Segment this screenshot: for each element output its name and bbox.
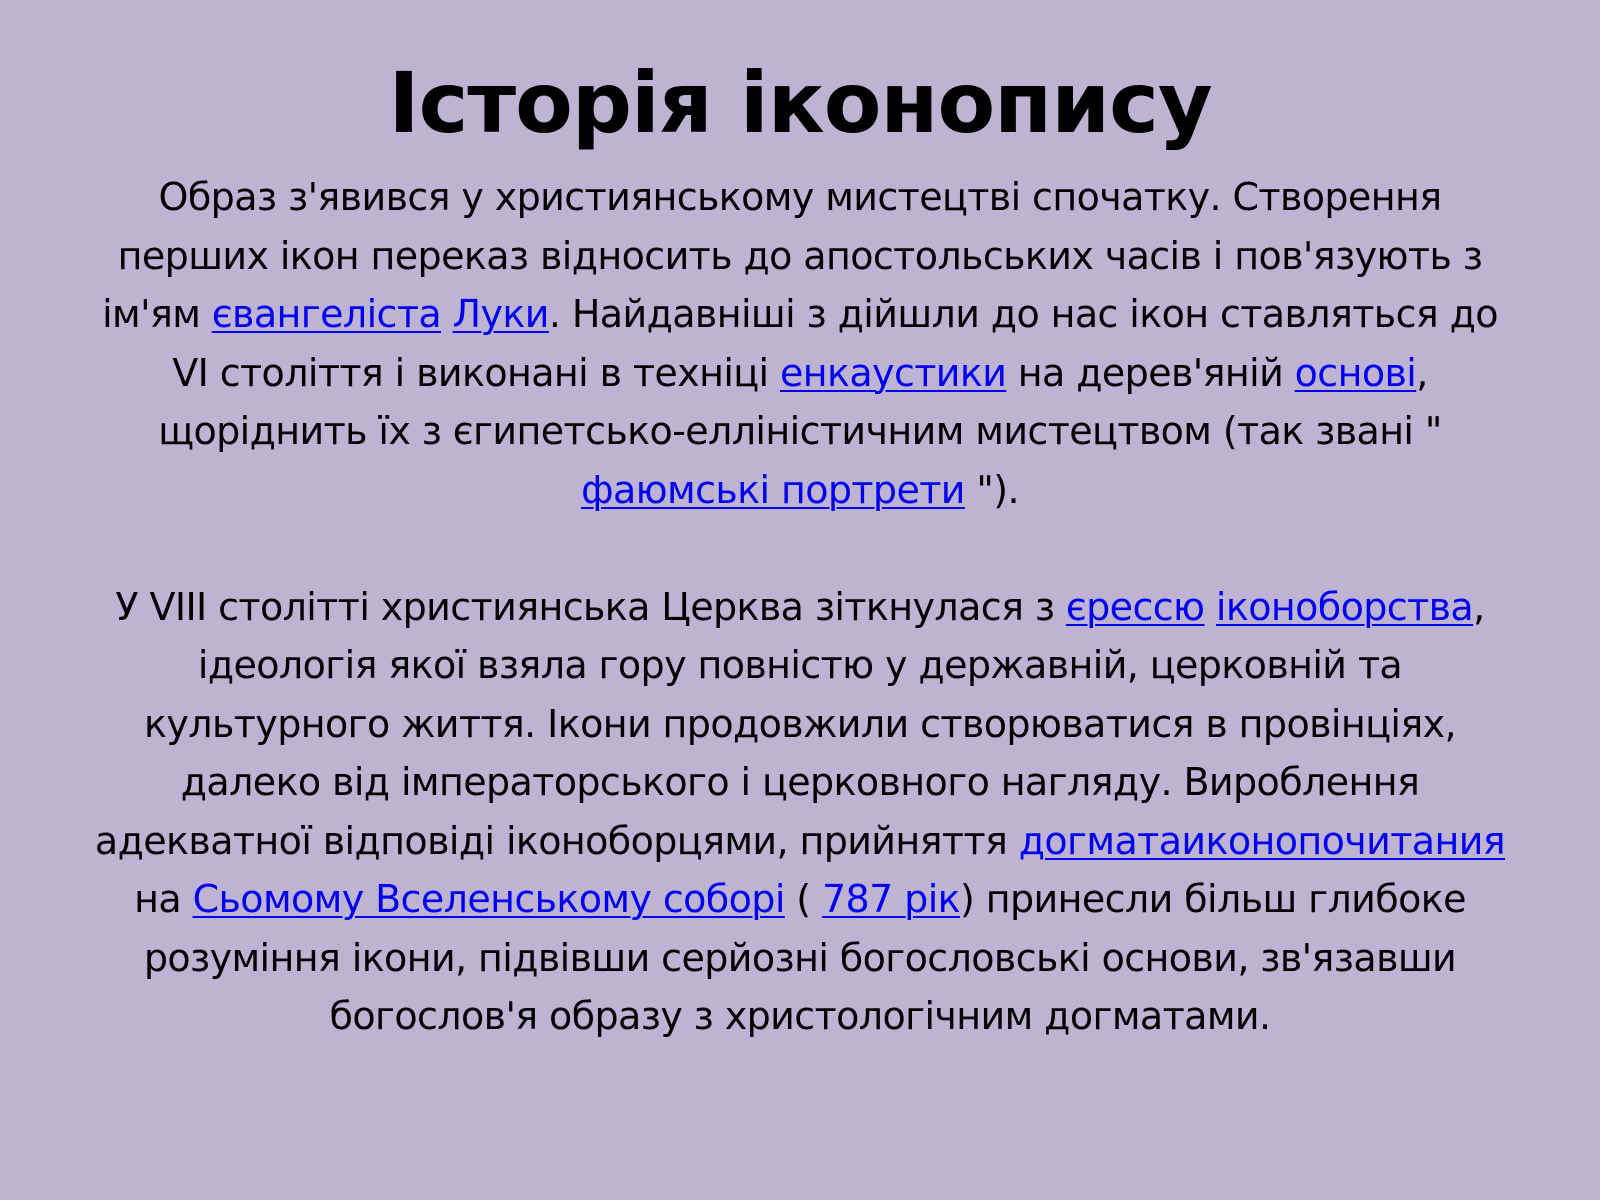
link-iconoclasm[interactable]: іконоборства [1215, 584, 1474, 629]
paragraph-text: на [134, 877, 193, 921]
paragraph-gap [92, 519, 1508, 578]
link-basis[interactable]: основі [1294, 350, 1417, 395]
paragraph-text: ) принесли більш глибоке розуміння ікони, підвівши серйозні богословські основи, зв'язавши богослов'я образу з христологічним догматами. [143, 877, 1466, 1038]
paragraph-text: на дерев'яній [1006, 350, 1295, 395]
link-evangelist[interactable]: євангеліста [211, 292, 442, 336]
paragraph-text: . Найдавніші з дійшли до нас ікон ставляться до VI століття і виконані в техніці [172, 292, 1498, 395]
slide-body [92, 168, 1508, 1046]
link-seventh-council[interactable]: Сьомому Вселенському соборі [192, 877, 785, 921]
paragraph-origins [92, 168, 1508, 519]
link-fayum-portraits[interactable]: фаюмські портрети [581, 467, 965, 512]
paragraph-text: Образ з'явився у християнському мистецтві спочатку. Створення перших ікон переказ відносить до апостольських часів і пов'язують з ім'ям [102, 175, 1483, 336]
link-year-787[interactable]: 787 рік [821, 877, 961, 921]
paragraph-text: У VIII столітті християнська Церква зіткнулася з [115, 584, 1066, 629]
paragraph-iconoclasm [92, 578, 1508, 1046]
slide-title: Історія іконопису [388, 54, 1212, 152]
link-luke[interactable]: Луки [452, 292, 549, 336]
paragraph-text: ( [784, 877, 822, 921]
paragraph-text [1204, 585, 1215, 629]
link-dogma-icon-veneration[interactable]: догматаиконопочитания [1018, 818, 1506, 863]
link-encaustic[interactable]: енкаустики [780, 350, 1007, 395]
paragraph-text: "). [964, 467, 1019, 512]
paragraph-text: , ідеологія якої взяла гору повністю у державній, церковній та культурного життя. Ікони продовжили створюватися в провінціях, далеко від імператорського і церковного нагляду. Вироблення адекватної відповіді іконоборцями, прийняття [94, 584, 1485, 863]
paragraph-text: , щоріднить їх з єгипетсько-елліністичним мистецтвом (так звані " [158, 350, 1442, 453]
paragraph-text [441, 292, 452, 336]
link-heresy[interactable]: єрессю [1065, 584, 1205, 629]
